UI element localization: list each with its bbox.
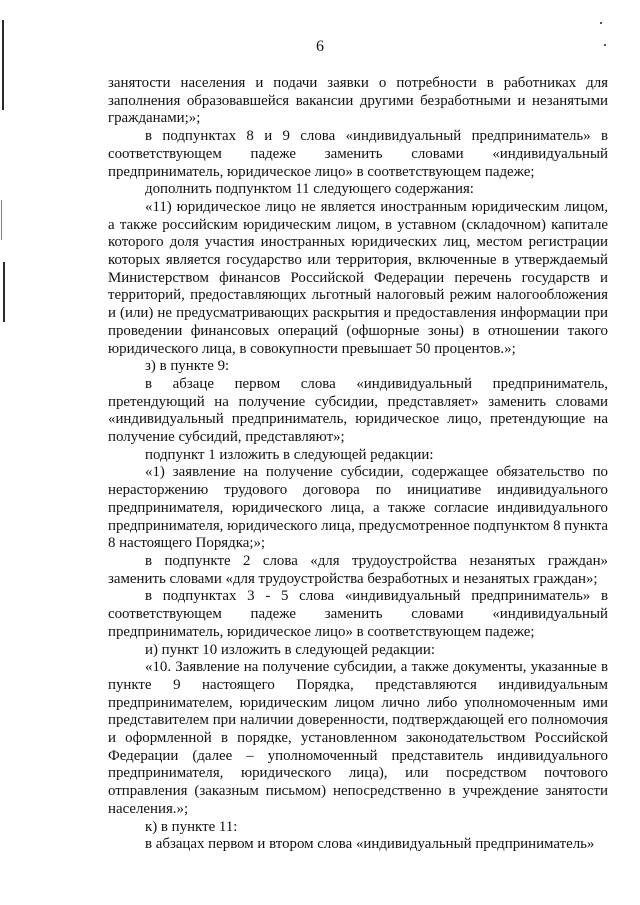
scan-edge-mark — [1, 200, 2, 240]
paragraph: в абзаце первом слова «индивидуальный предприниматель, претендующий на получение субсидии, представляет» заменить словами «индивидуальный предприниматель, юридическое лицо, претендующие на получение субсидий, представляют»; — [108, 375, 608, 446]
paragraph: в подпункте 2 слова «для трудоустройства незанятых граждан» заменить словами «для трудоустройства безработных и незанятых граждан»; — [108, 552, 608, 587]
paragraph: в абзацах первом и втором слова «индивидуальный предприниматель» — [145, 836, 595, 853]
paragraph: «10. Заявление на получение субсидии, а также документы, указанные в пункте 9 настоящего Порядка, представляются индивидуальным предпринимателем, юридическим лицом лично либо уполномоченным ими представителем при наличии доверенности, подтверждающей его полномочия и оформленной в порядке, установленном законодательством Российской Федерации (далее – уполномоченный представитель индивидуального предпринимателя, юридического лица), или посредством почтового отправления (заказным письмом) непосредственно в учреждение занятости населения.»; — [108, 659, 608, 817]
scan-dot — [600, 22, 602, 24]
paragraph: «1) заявление на получение субсидии, содержащее обязательство по нерасторжению трудового договора по инициативе индивидуального предпринимателя, юридического лица, а также согласие индивидуального предпринимателя, юридического лица, предусмотренное подпунктом 8 пункта 8 настоящего Порядка;»; — [108, 464, 608, 552]
paragraph: к) в пункте 11: — [145, 818, 238, 835]
document-body — [108, 75, 608, 854]
paragraph: занятости населения и подачи заявки о потребности в работниках для заполнения образовавшейся вакансии другими безработными и незанятыми гражданами;»; — [108, 75, 608, 127]
paragraph: «11) юридическое лицо не является иностранным юридическим лицом, а также российским юридическим лицом, в уставном (складочном) капитале которого доля участия иностранных юридических лиц, местом регистрации которых является государство или территория, включенные в утверждаемый Министерством финансов Российской Федерации перечень государств и территорий, предоставляющих льготный налоговый режим налогообложения и (или) не предусматривающих раскрытия и предоставления информации при проведении финансовых операций (офшорные зоны) в отношении такого юридического лица, в совокупности превышает 50 процентов.»; — [108, 198, 608, 357]
paragraph: в подпунктах 8 и 9 слова «индивидуальный предприниматель» в соответствующем падеже заменить словами «индивидуальный предприниматель, юридическое лицо» в соответствующем падеже; — [108, 128, 608, 180]
paragraph: з) в пункте 9: — [145, 358, 230, 375]
page-number: 6 — [316, 38, 324, 55]
paragraph: в подпунктах 3 - 5 слова «индивидуальный предприниматель» в соответствующем падеже заменить словами «индивидуальный предприниматель, юридическое лицо» в соответствующем падеже; — [108, 588, 608, 640]
paragraph: подпункт 1 изложить в следующей редакции: — [145, 446, 434, 463]
scan-dot — [604, 44, 606, 46]
paragraph: и) пункт 10 изложить в следующей редакции: — [145, 641, 435, 658]
scan-edge-mark — [3, 262, 5, 322]
paragraph: дополнить подпунктом 11 следующего содержания: — [145, 181, 474, 198]
scan-edge-mark — [2, 20, 4, 110]
